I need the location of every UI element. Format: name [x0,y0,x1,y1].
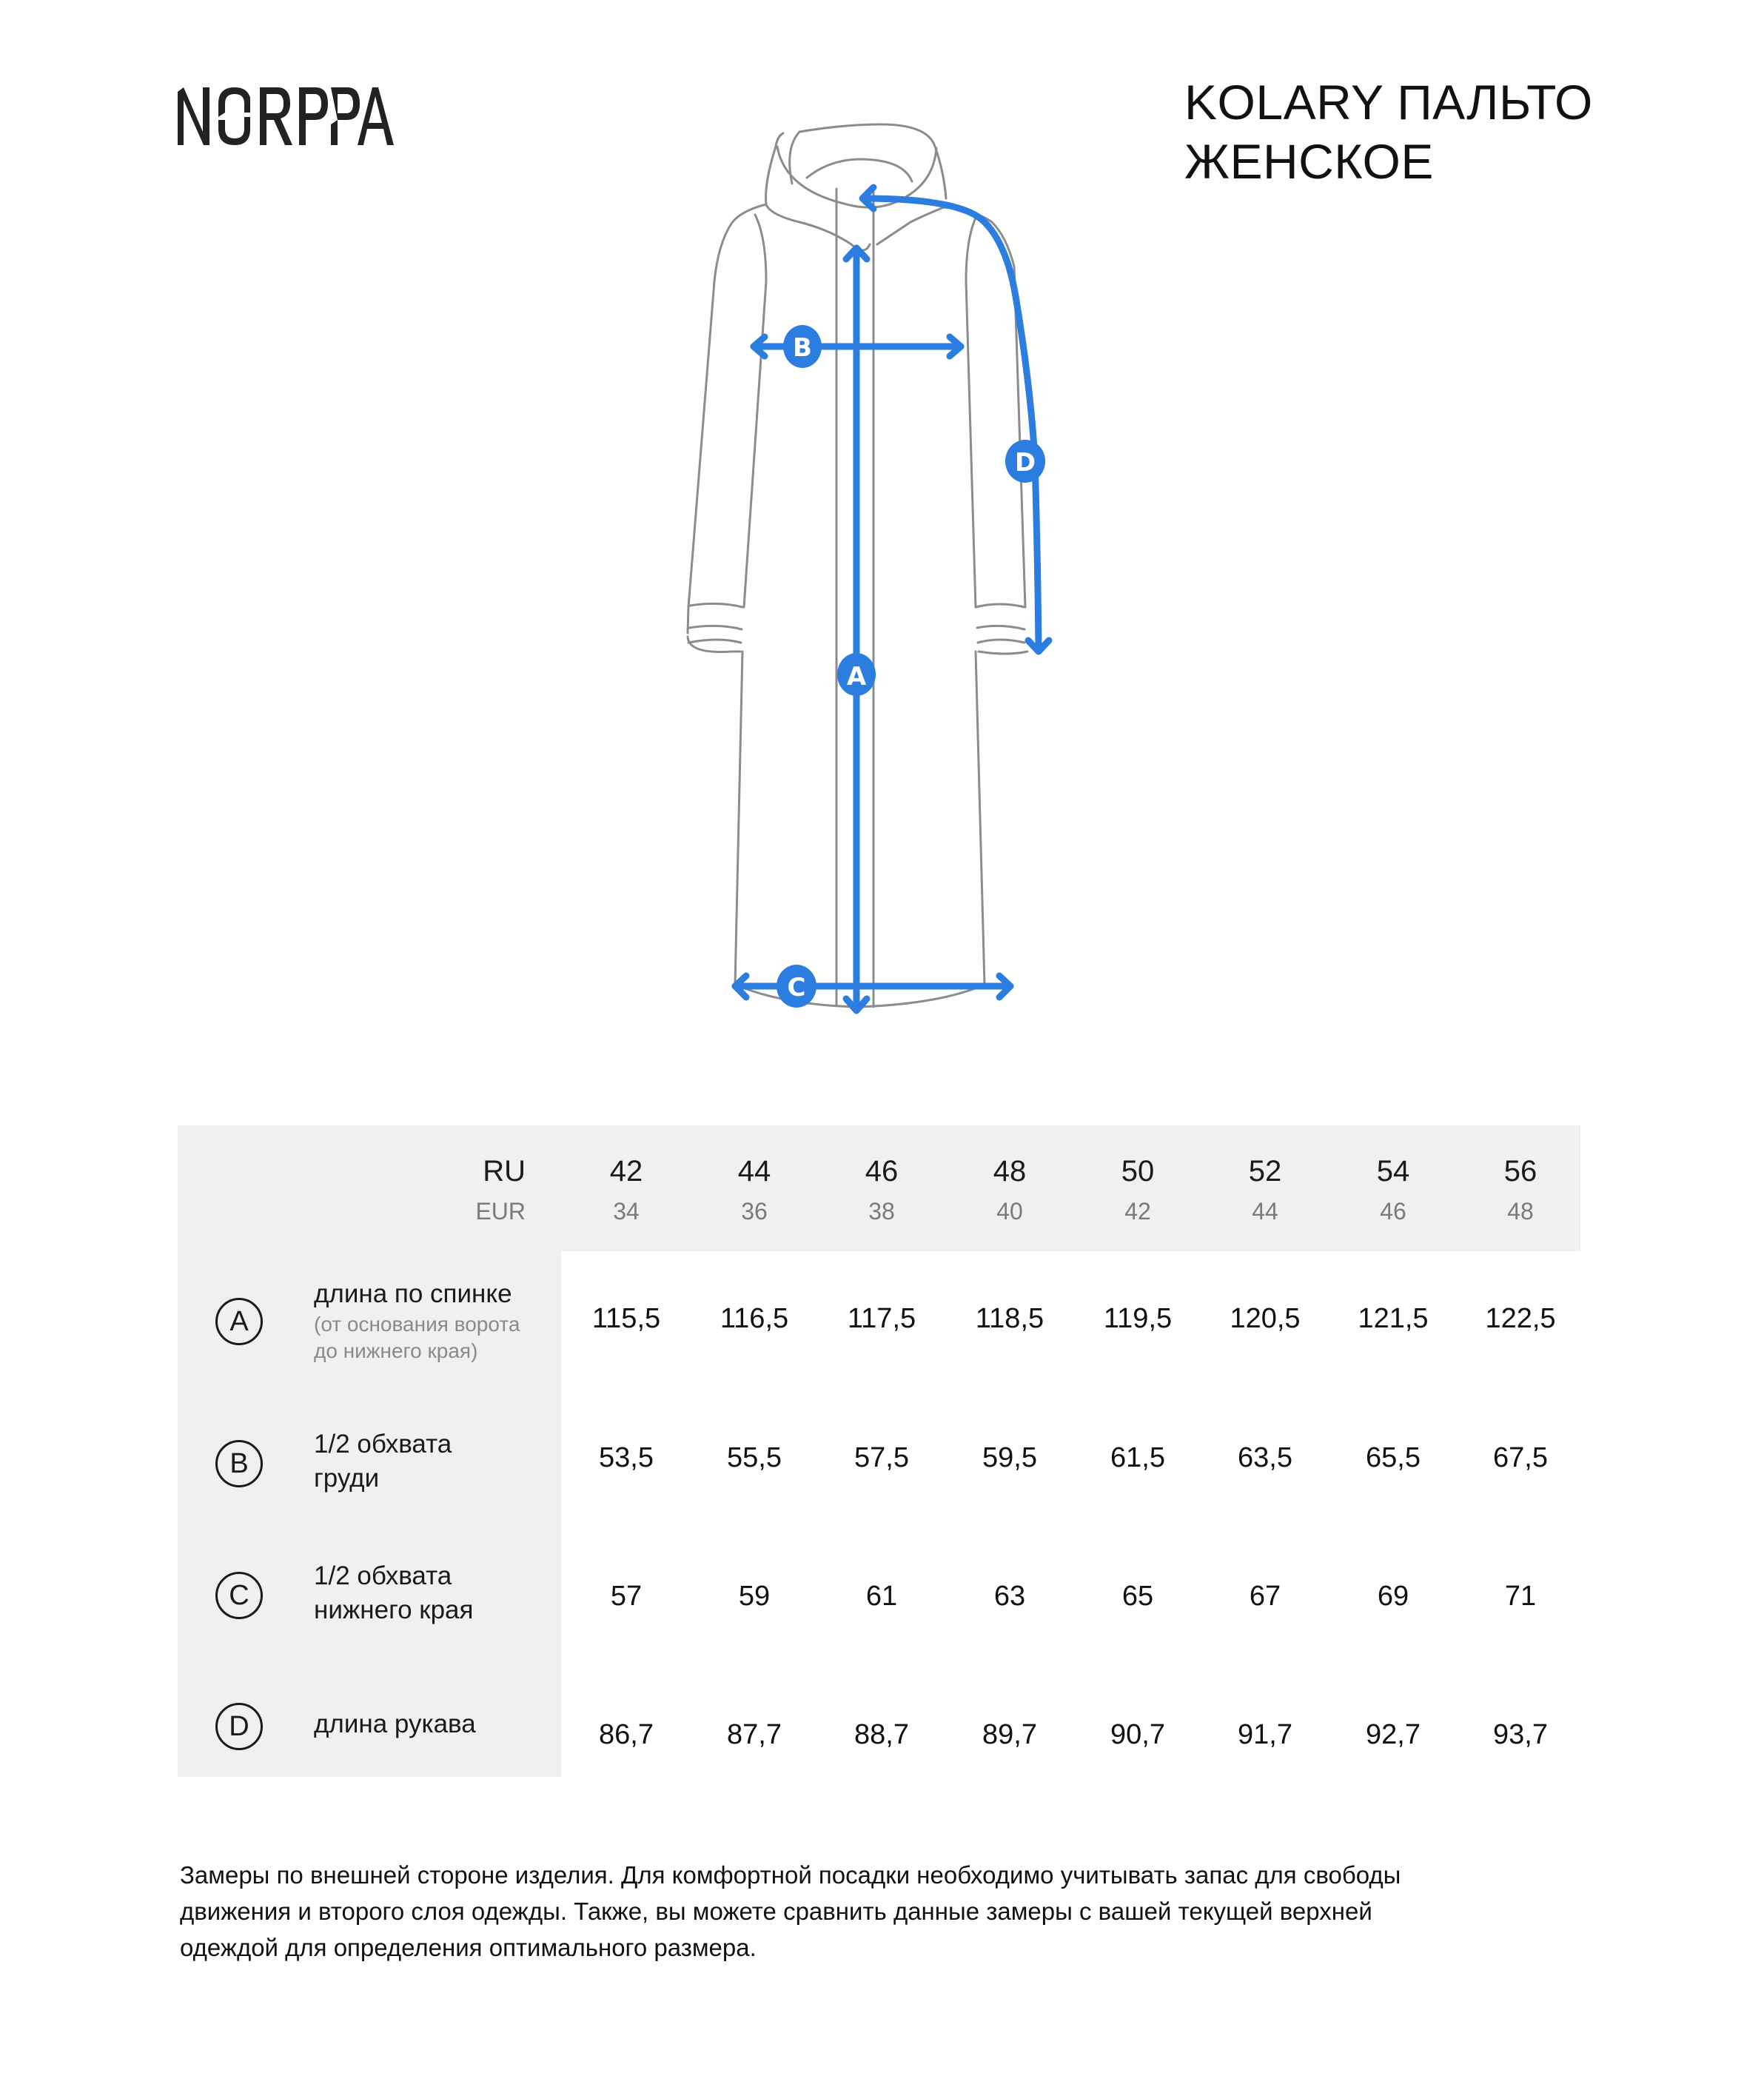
row-a-label [314,1277,558,1364]
size-value-cell: 53,5 [599,1442,654,1473]
coat-measurement-diagram [651,111,1125,1029]
row-a-title: длина по спинке [314,1279,512,1308]
size-value-cell: 71 [1504,1581,1537,1612]
ru-size-5: 52 [1248,1155,1282,1188]
size-value-cell: 116,5 [720,1303,789,1334]
letter-d-badge: D [215,1703,263,1750]
marker-c [777,965,816,1008]
footnote-line-2: движения и второго слоя одежды. Также, вы можете сравнить данные замеры с вашей текущей верхней [180,1898,1372,1925]
row-c-title-1: 1/2 обхвата [314,1561,452,1590]
size-value-cell: 117,5 [847,1303,916,1334]
size-value-cell: 118,5 [975,1303,1044,1334]
size-value-cell: 86,7 [599,1719,654,1750]
eur-size-0: 34 [613,1198,640,1225]
eur-size-3: 40 [996,1198,1023,1225]
row-a-subtitle-1: (от основания ворота [314,1313,520,1336]
size-value-cell: 115,5 [591,1303,661,1334]
footnote-line-1: Замеры по внешней стороне изделия. Для комфортной посадки необходимо учитывать запас для свободы [180,1861,1401,1889]
ru-size-0: 42 [609,1155,643,1188]
ru-size-6: 54 [1376,1155,1410,1188]
size-value-cell: 69 [1377,1581,1409,1612]
size-value-cell: 89,7 [982,1719,1037,1750]
size-value-cell: 93,7 [1493,1719,1548,1750]
size-value-cell: 59 [738,1581,771,1612]
svg-text:D: D [1014,448,1036,478]
product-title [1184,73,1593,191]
size-value-cell: 57,5 [854,1442,909,1473]
size-value-cell: 57 [610,1581,643,1612]
marker-a [837,653,876,696]
ru-size-3: 48 [993,1155,1027,1188]
arrow-d-line [863,198,1039,650]
svg-text:B: B [793,333,812,363]
measurement-markers [777,325,1045,1008]
eur-size-4: 42 [1124,1198,1151,1225]
svg-text:A: A [846,662,867,691]
size-value-cell: 67,5 [1493,1442,1548,1473]
ru-size-2: 46 [865,1155,899,1188]
size-value-cell: 61,5 [1110,1442,1165,1473]
product-title-line-1: KOLARY ПАЛЬТО [1184,75,1593,130]
row-c-title-2: нижнего края [314,1595,474,1624]
norppa-logo [178,87,394,150]
letter-c-badge: C [215,1572,263,1619]
size-value-cell: 90,7 [1110,1719,1165,1750]
eur-size-7: 48 [1507,1198,1534,1225]
row-b-title-1: 1/2 обхвата [314,1430,452,1459]
size-value-cell: 92,7 [1366,1719,1421,1750]
size-value-cell: 91,7 [1238,1719,1292,1750]
row-b-title-2: груди [314,1464,380,1493]
ru-size-4: 50 [1121,1155,1155,1188]
measurement-arrows [735,187,1049,1011]
size-value-cell: 55,5 [727,1442,782,1473]
row-b-label [314,1427,558,1496]
ru-size-label: RU [483,1155,526,1188]
eur-size-5: 44 [1252,1198,1278,1225]
size-value-cell: 67 [1249,1581,1281,1612]
size-value-cell: 120,5 [1230,1303,1301,1334]
row-d-title: длина рукава [314,1709,476,1738]
size-value-cell: 121,5 [1358,1303,1429,1334]
size-value-cell: 88,7 [854,1719,909,1750]
footnote-line-3: одеждой для определения оптимального размера. [180,1934,757,1961]
size-value-cell: 61 [865,1581,898,1612]
size-value-cell: 59,5 [982,1442,1037,1473]
size-value-cell: 65,5 [1366,1442,1421,1473]
product-title-line-2: ЖЕНСКОЕ [1184,134,1434,189]
eur-size-6: 46 [1380,1198,1406,1225]
eur-size-2: 38 [868,1198,895,1225]
eur-size-1: 36 [741,1198,768,1225]
marker-b [783,325,822,368]
size-value-cell: 122,5 [1485,1303,1556,1334]
eur-size-label: EUR [475,1198,526,1225]
row-c-label [314,1559,558,1627]
size-value-cell: 65 [1121,1581,1154,1612]
row-a-subtitle-2: до нижнего края) [314,1339,478,1362]
letter-a-badge: A [215,1298,263,1345]
marker-d [1005,440,1045,483]
size-value-cell: 63 [993,1581,1026,1612]
size-value-cell: 119,5 [1103,1303,1173,1334]
ru-size-7: 56 [1503,1155,1537,1188]
measurement-footnote [180,1857,1586,1966]
svg-text:C: C [787,973,806,1002]
letter-b-badge: B [215,1440,263,1487]
size-table-header-bg [178,1125,1580,1251]
row-d-label [314,1707,558,1741]
size-value-cell: 87,7 [727,1719,782,1750]
ru-size-1: 44 [737,1155,771,1188]
size-value-cell: 63,5 [1238,1442,1292,1473]
